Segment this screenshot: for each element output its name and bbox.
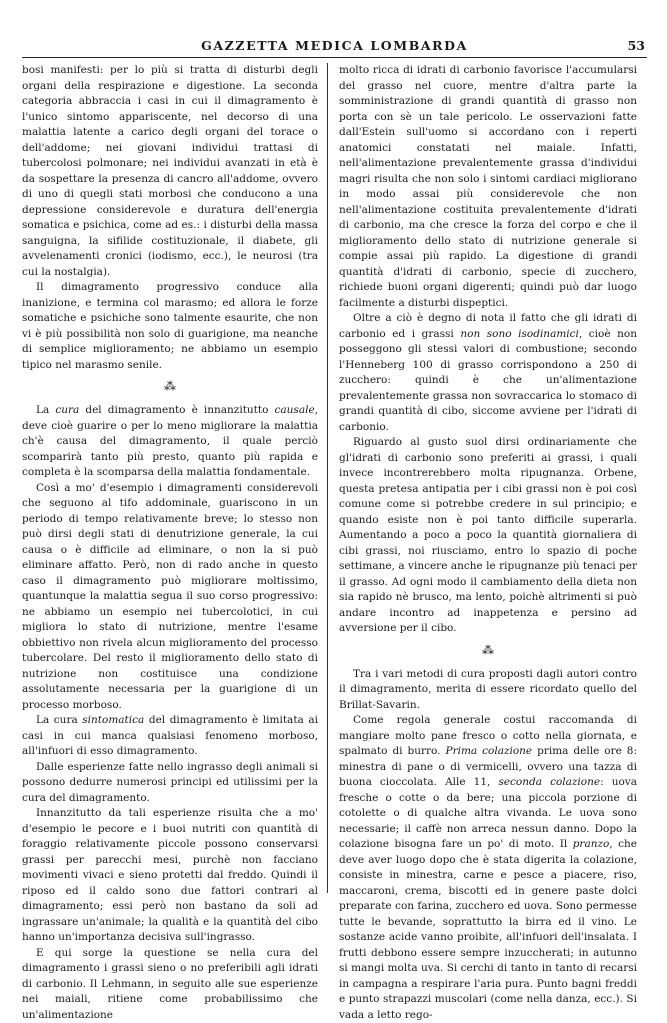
journal-title: GAZZETTA MEDICA LOMBARDA	[22, 38, 647, 53]
paragraph: Oltre a ciò è degno di nota il fatto che gli idrati di carbonio ed i grassi non sono isodinamici, cioè non posseggono gli stessi valori di combustione; secondo l'Henneberg 100 di grasso corrispondono a 250 di zucchero: quindi è che un'alimentazione prevalentemente grassa non sovraccarica lo stomaco di grandi quantità di cibo, siccome avviene per l'idrati di carbonio.	[339, 311, 637, 435]
section-ornament: ⁂	[339, 637, 637, 667]
section-ornament: ⁂	[22, 373, 318, 403]
right-column	[339, 63, 637, 1023]
paragraph: E qui sorge la questione se nella cura del dimagramento i grassi sieno o no preferibili agli idrati di carbonio. Il Lehmann, in seguito alle sue esperienze nei maiali, ritiene come probabilissimo che un'alimentazione	[22, 946, 318, 1023]
paragraph: Dalle esperienze fatte nello ingrasso degli animali si possono dedurre numerosi principi ed utilissimi per la cura del dimagramento.	[22, 760, 318, 807]
paragraph: Tra i vari metodi di cura proposti dagli autori contro il dimagramento, merita di essere ricordato quello del Brillat-Savarin.	[339, 667, 637, 714]
paragraph: bosi manifesti: per lo più si tratta di disturbi degli organi della respirazione e digestione. La seconda categoria abbraccia i casi in cui il dimagramento è l'unico sintomo appariscente, nel decorso di una malattia latente a carico degli organi del torace o dell'addome; nei giovani individui trattasi di tubercolosi polmonare; nei individui avanzati in età è da sospettare la presenza di cancro all'addome, ovvero di uno di quegli stati morbosi che conducono a una depressione considerevole e duratura dell'energia somatica e psichica, come ad es.: i disturbi della massa sanguigna, la sifilide costituzionale, il diabete, gli avvelenamenti cronici (iodismo, ecc.), le neurosi (tra cui la nostalgia).	[22, 63, 318, 280]
paragraph: La cura sintomatica del dimagramento è limitata ai casi in cui manca qualsiasi fenomeno morboso, all'infuori di esso dimagramento.	[22, 713, 318, 760]
paragraph: molto ricca di idrati di carbonio favorisce l'accumularsi del grasso nel cuore, mentre d'altra parte la somministrazione di grandi quantità di grasso non porta con sè un tale pericolo. Le osservazioni fatte dall'Estein sull'uomo si accordano con i reperti anatomici constatati nel maiale. Infatti, nell'alimentazione prevalentemente grassa d'individui magri risulta che non solo i sintomi cardiaci migliorano in modo assai più considerevole che non nell'alimentazione costituita prevalentemente d'idrati di carbonio, ma che cresce la forza del corpo e che il miglioramento dello stato di nutrizione generale si compie assai più rapido. La digestione di grandi quantità d'idrati di carbonio, specie di zucchero, richiede buoni organi digerenti; quindi può dar luogo facilmente a disturbi dispeptici.	[339, 63, 637, 311]
page-header	[22, 38, 647, 54]
paragraph: Il dimagramento progressivo conduce alla inanizione, e termina col marasmo; ed allora le forze somatiche e psichiche sono talmente esaurite, che non vi è più possibilità non solo di guarigione, ma neanche di semplice miglioramento; ne abbiamo un esempio tipico nel marasmo senile.	[22, 280, 318, 373]
paragraph: Come regola generale costui raccomanda di mangiare molto pane fresco o cotto nella giornata, e spalmato di burro. Prima colazione prima delle ore 8: minestra di pane o di vermicelli, ovvero una tazza di buona cioccolata. Alle 11, seconda colazione: uova fresche o cotte o da bere; una piccola porzione di cotolette o di qualche altra vivanda. Le uova sono necessarie; il caffè non arreca nessun danno. Dopo la colazione bisogna fare un po' di moto. Il pranzo, che deve aver luogo dopo che è stata digerita la colazione, consiste in minestra, carne e pesce a piacere, riso, maccaroni, crema, biscotti ed in genere paste dolci preparate con farina, zucchero ed uova. Sono permesse tutte le bevande, soprattutto la birra ed il vino. Le sostanze acide vanno proibite, all'infuori dell'insalata. I frutti debbono essere sempre inzuccherati; in autunno si mangi molta uva. Si cerchi di tanto in tanto di recarsi in campagna a respirare l'aria pura. Punto bagni freddi e punto strapazzi muscolari (come nella danza, ecc.). Si vada a letto rego-	[339, 713, 637, 1023]
paragraph: La cura del dimagramento è innanzitutto causale, deve cioè guarire o per lo meno migliorare la malattia ch'è causa del dimagramento, il quale perciò scomparirà tanto più presto, quanto più rapida e completa è la scomparsa della malattia fondamentale.	[22, 403, 318, 481]
paragraph: Innanzitutto da tali esperienze risulta che a mo' d'esempio le pecore e i buoi nutriti con quantità di foraggio relativamente piccole possono conservarsi grassi per parecchi mesi, purchè non facciano movimenti vivaci e sieno protetti dal freddo. Quindi il riposo ed il caldo sono due fattori contrari al dimagramento; essi però non bastano da soli ad ingrassare un'animale; la qualità e la quantità del cibo hanno un'importanza decisiva sull'ingrasso.	[22, 806, 318, 946]
header-rule	[22, 57, 647, 58]
page-number: 53	[628, 38, 645, 53]
paragraph: Riguardo al gusto suol dirsi ordinariamente che gl'idrati di carbonio sono preferiti ai grassi, i quali invece incontrerebbero molta ripugnanza. Orbene, questa pretesa antipatia per i cibi grassi non è poi così comune come si potrebbe credere in sul principio; e quando esiste non è poi tanto difficile superarla. Aumentando a poco a poco la quantità giornaliera di cibi grassi, noi riusciamo, entro lo spazio di poche settimane, a vincere anche le ripugnanze più tenaci per il grasso. Ad ogni modo il cambiamento della dieta non sia rapido nè brusco, ma lento, poichè altrimenti si può andare incontro ad inappetenza e persino ad avversione per il cibo.	[339, 435, 637, 637]
paragraph: Così a mo' d'esempio i dimagramenti considerevoli che seguono al tifo addominale, guariscono in un periodo di tempo relativamente breve; lo stesso non può dirsi degli stati di denutrizione generale, la cui causa o è difficile ad eliminare, o non la si può eliminare affatto. Però, non di rado anche in questo caso il dimagramento può migliorare moltissimo, quantunque la malattia segua il suo corso progressivo: ne abbiamo un esempio nei tubercolotici, in cui migliora lo stato di nutrizione, mentre l'esame obbiettivo non rivela alcun miglioramento del processo tubercolare. Del resto il miglioramento dello stato di nutrizione non costituisce una condizione assolutamente necessaria per la guarigione di un processo morboso.	[22, 481, 318, 714]
column-divider	[327, 63, 328, 893]
left-column	[22, 63, 318, 1023]
